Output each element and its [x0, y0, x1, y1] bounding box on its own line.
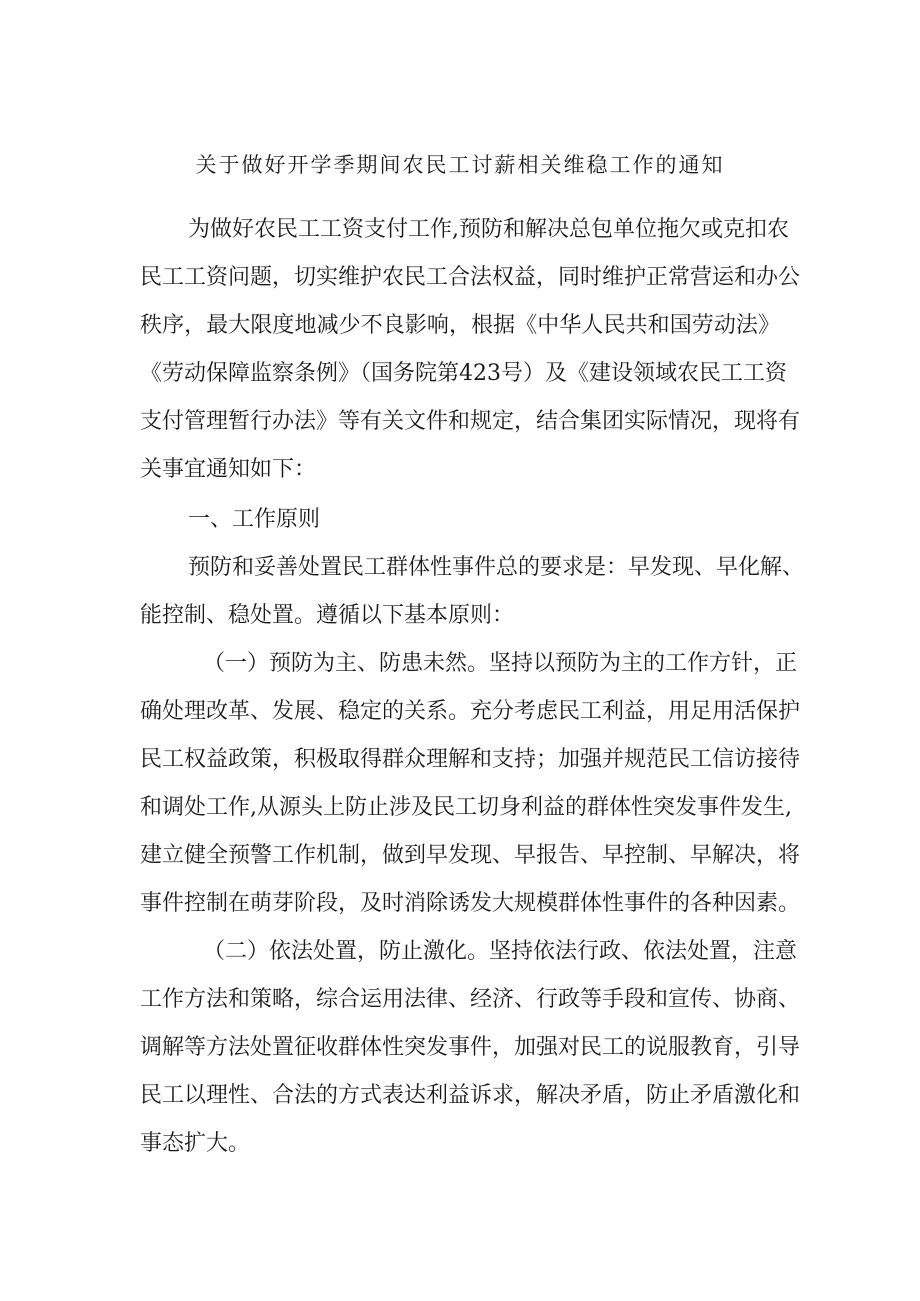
section-heading: 一、工作原则: [188, 507, 321, 532]
paragraph-line: 秩序，最大限度地减少不良影响，根据《中华人民共和国劳动法》: [140, 313, 780, 338]
paragraph-line: 工作方法和策略，综合运用法律、经济、行政等手段和宣传、协商、: [140, 987, 801, 1012]
paragraph-line: 为做好农民工工资支付工作,预防和解决总包单位拖欠或克扣农: [188, 217, 789, 242]
paragraph-line: 事件控制在萌芽阶段，及时消除诱发大规模群体性事件的各种因素。: [140, 891, 801, 916]
paragraph-line: （二）依法处置，防止激化。坚持依法行政、依法处置，注意: [203, 939, 798, 964]
paragraph-line: 民工工资问题，切实维护农民工合法权益，同时维护正常营运和办公: [140, 265, 801, 290]
paragraph-line: 确处理改革、发展、稳定的关系。充分考虑民工利益，用足用活保护: [140, 699, 801, 724]
paragraph-line: 能控制、稳处置。遵循以下基本原则：: [140, 603, 515, 628]
paragraph-line: 民工权益政策，积极取得群众理解和支持；加强并规范民工信访接待: [140, 747, 801, 772]
paragraph-line: 关事宜通知如下：: [140, 457, 317, 482]
paragraph-line: 民工以理性、合法的方式表达利益诉求，解决矛盾，防止矛盾激化和: [140, 1083, 801, 1108]
paragraph-line: （一）预防为主、防患未然。坚持以预防为主的工作方针，正: [203, 651, 798, 676]
paragraph-line: 支付管理暂行办法》等有关文件和规定，结合集团实际情况，现将有: [140, 409, 801, 434]
paragraph-line: 预防和妥善处置民工群体性事件总的要求是：早发现、早化解、: [188, 555, 805, 580]
paragraph-line: 事态扩大。: [140, 1131, 251, 1156]
paragraph-line: 《劳动保障监察条例》（国务院第423号）及《建设领域农民工工资: [140, 361, 787, 386]
document-title: 关于做好开学季期间农民工讨薪相关维稳工作的通知: [195, 153, 725, 177]
paragraph-line: 调解等方法处置征收群体性突发事件，加强对民工的说服教育，引导: [140, 1035, 801, 1060]
paragraph-line: 建立健全预警工作机制，做到早发现、早报告、早控制、早解决，将: [140, 843, 801, 868]
paragraph-line: 和调处工作,从源头上防止涉及民工切身利益的群体性突发事件发生,: [140, 795, 792, 820]
